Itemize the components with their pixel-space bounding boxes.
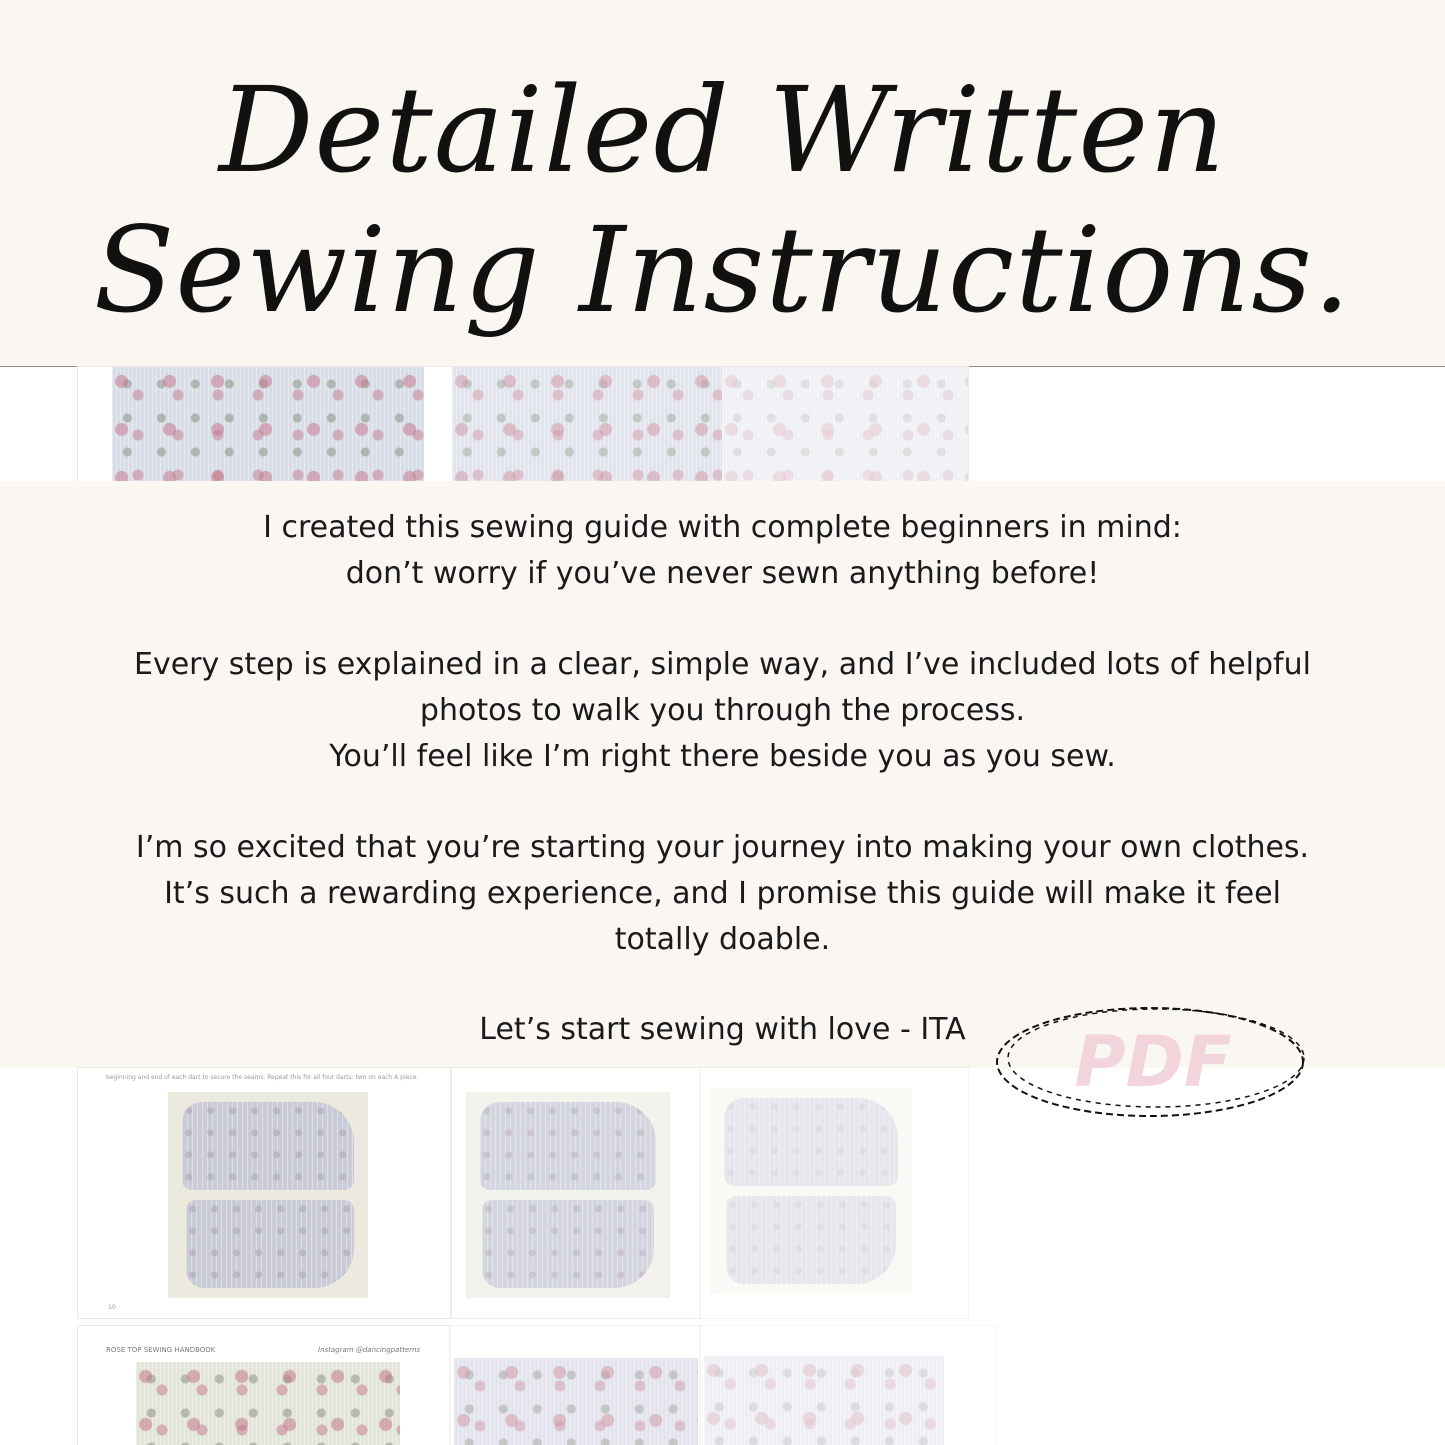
step-photo xyxy=(168,1092,368,1298)
handbook-page-top xyxy=(78,367,968,481)
fabric-photo xyxy=(722,367,968,481)
fabric-piece xyxy=(726,1196,896,1284)
title-line-1: Detailed Written xyxy=(218,61,1227,199)
fabric-photo xyxy=(454,1358,698,1445)
fabric-piece xyxy=(182,1102,354,1190)
handbook-page-bottom xyxy=(700,1326,996,1445)
intro-paragraph-1: I created this sewing guide with complete beginners in mind: don’t worry if you’ve never sewn anything before! xyxy=(263,510,1182,591)
handbook-page-bottom xyxy=(450,1326,700,1445)
handbook-page: beginning and end of each dart to secure the seams. Repeat this for all four darts: two on each A piece. 10 xyxy=(78,1068,450,1318)
title-line-2: Sewing Instructions. xyxy=(93,201,1352,339)
fabric-piece xyxy=(482,1200,654,1288)
intro-band xyxy=(0,481,1445,1068)
fabric-piece xyxy=(724,1098,898,1186)
title-band xyxy=(0,0,1445,367)
handbook-page-bottom: ROSE TOP SEWING HANDBOOK Instagram @dancingpatterns xyxy=(78,1326,450,1445)
step-photo xyxy=(466,1092,670,1298)
pdf-label: PDF xyxy=(1074,1021,1232,1103)
pdf-badge xyxy=(992,1000,1314,1122)
intro-paragraph-2: Every step is explained in a clear, simple way, and I’ve included lots of helpful photos to walk you through the process. You’ll feel like I’m right there beside you as you sew. xyxy=(134,647,1311,774)
fabric-photo xyxy=(704,1356,944,1445)
fabric-piece xyxy=(480,1102,656,1190)
signoff: Let’s start sewing with love - ITA xyxy=(479,1012,966,1047)
handbook-page xyxy=(700,1068,968,1318)
fabric-piece xyxy=(186,1200,354,1288)
step-photo xyxy=(710,1088,912,1294)
fabric-photo xyxy=(112,367,424,481)
handbook-page xyxy=(452,1068,700,1318)
fabric-photo xyxy=(452,367,722,481)
fabric-photo xyxy=(136,1362,400,1445)
intro-paragraph-3: I’m so excited that you’re starting your journey into making your own clothes. It’s such a rewarding experience, and I promise this guide will make it feel totally doable. xyxy=(135,830,1310,957)
